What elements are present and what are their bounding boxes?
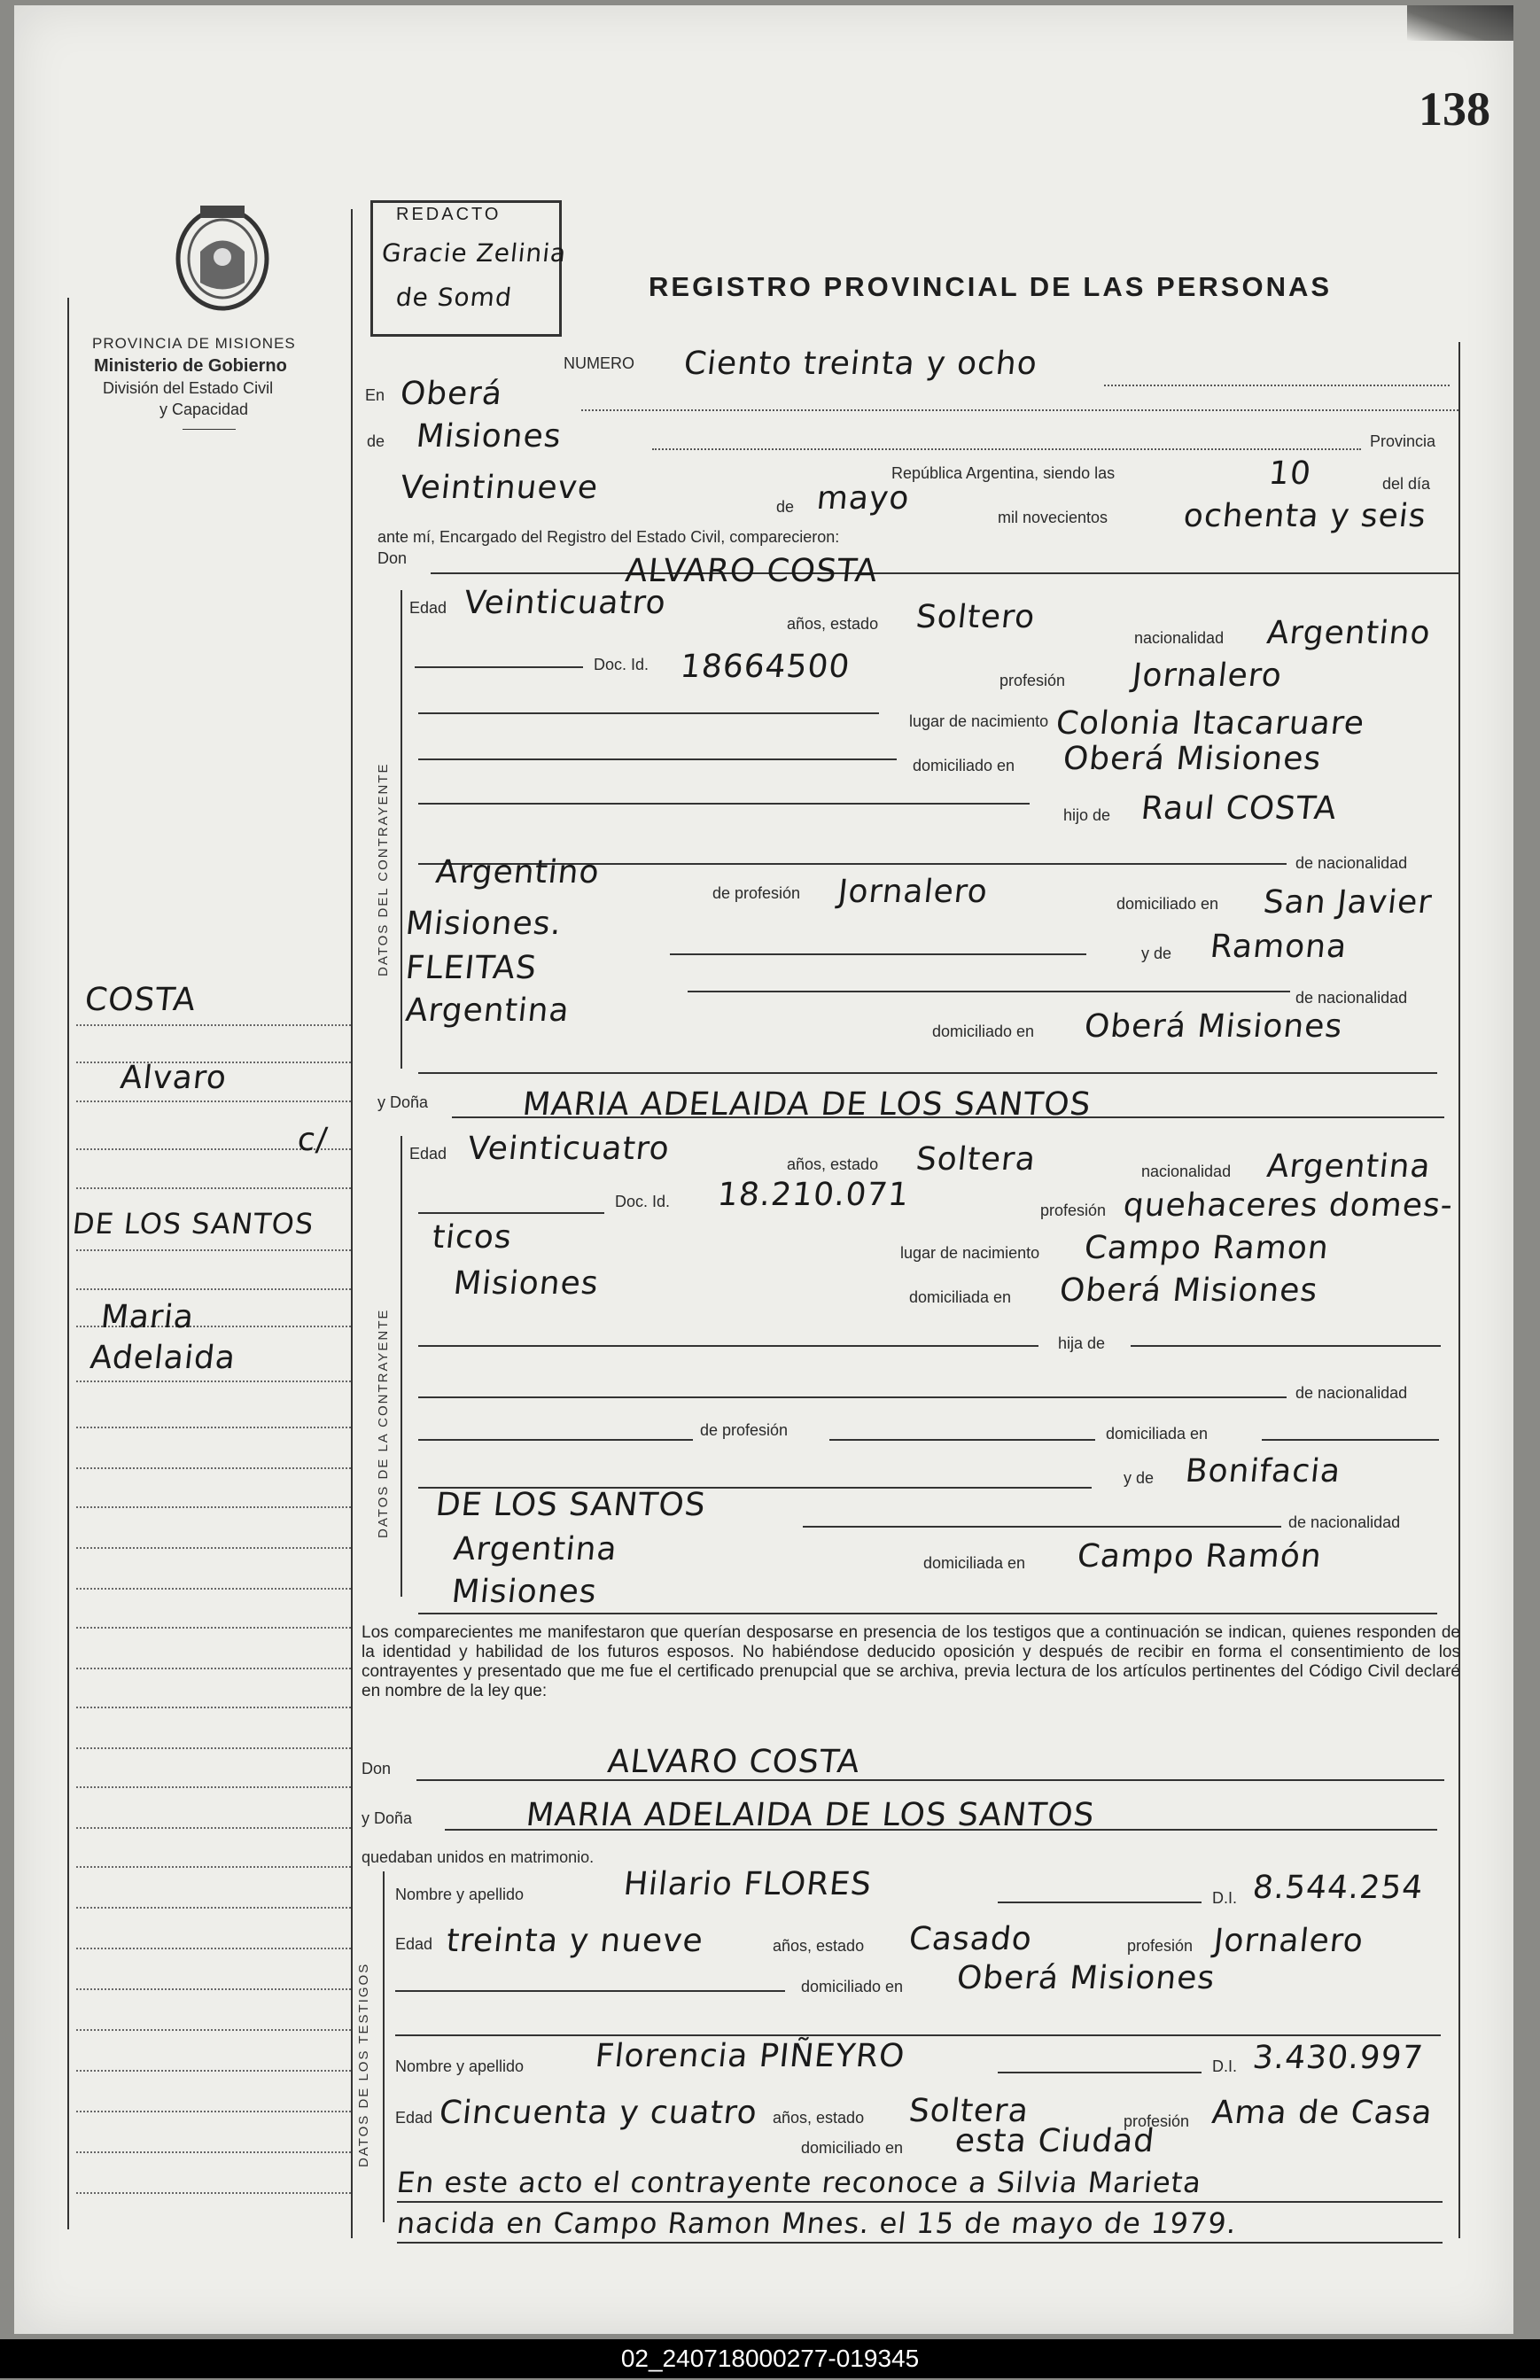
- f-madre-dom-1: Campo Ramón: [1075, 1538, 1324, 1575]
- del-dia-label: del día: [1382, 475, 1431, 493]
- c-madre-nac: Argentina: [403, 992, 572, 1029]
- c-dom-value: Oberá Misiones: [1061, 741, 1324, 777]
- f-edad-label: Edad: [409, 1145, 447, 1163]
- f-hija-line: [418, 1345, 1038, 1347]
- c-hijo-label: hijo de: [1063, 806, 1111, 824]
- c-madre-nombre: Ramona: [1208, 929, 1349, 965]
- c-nac-value: Argentino: [1264, 615, 1433, 651]
- registry-page: [14, 5, 1513, 2334]
- margin-left-border: [67, 298, 69, 2229]
- c-doc-label: Doc. Id.: [594, 656, 649, 673]
- c-madre-dom-label: domiciliado en: [932, 1023, 1035, 1040]
- c-y-de-label: y de: [1141, 945, 1172, 962]
- de2-label: de: [776, 498, 795, 516]
- decl-dona-value: MARIA ADELAIDA DE LOS SANTOS: [524, 1797, 1097, 1833]
- contrayente-side-label: DATOS DEL CONTRAYENTE: [376, 762, 391, 976]
- t2-di-label: D.I.: [1212, 2057, 1238, 2075]
- c-prof-label: profesión: [999, 672, 1066, 689]
- margin-surname-2: DE LOS SANTOS: [71, 1207, 316, 1241]
- t2-di: 3.430.997: [1250, 2040, 1426, 2076]
- don-value: ALVARO COSTA: [623, 553, 880, 589]
- margin-surname-1: COSTA: [82, 982, 198, 1018]
- contrayenta-bracket: [401, 1136, 402, 1597]
- f-prof-line-2: [829, 1439, 1095, 1441]
- f-prof-line: [418, 1439, 693, 1441]
- t2-prof: Ama de Casa: [1209, 2095, 1435, 2131]
- c-madre-nac-line: [688, 991, 1290, 992]
- en-value: Oberá: [398, 376, 505, 412]
- margin-right-border: [351, 209, 353, 2238]
- f-doc-value: 18.210.071: [715, 1177, 912, 1213]
- c-padre-prof: Jornalero: [836, 874, 991, 910]
- provincial-seal-icon: [165, 198, 280, 314]
- t1-dom-label: domiciliado en: [801, 1978, 904, 1995]
- t2-edad: Cincuenta y cuatro: [437, 2095, 759, 2131]
- dona-value: MARIA ADELAIDA DE LOS SANTOS: [520, 1086, 1093, 1123]
- t1-edad: treinta y nueve: [444, 1923, 705, 1959]
- mil-label: mil novecientos: [998, 509, 1108, 526]
- declaration-paragraph: Los comparecientes me manifestaron que querían desposarse en presencia de los testigos que a continuación se indican, quienes responden de la identidad y habilidad de los futuros esposos. No habiéndose deducido oposición y después de recibir en forma el consentimiento de los contrayentes y presentado que me fue el certificado prenupcial que se archiva, previa lectura de los artículos pertinentes del Código Civil declaré en nombre de la ley que:: [362, 1623, 1460, 1700]
- margin-name-2a: Maria: [98, 1299, 197, 1335]
- ante-label: ante mí, Encargado del Registro del Estado Civil, comparecieron:: [377, 528, 840, 546]
- don-line: [431, 572, 1458, 574]
- t2-nombre-line: [998, 2072, 1202, 2073]
- f-madre-apellido: DE LOS SANTOS: [433, 1487, 708, 1523]
- f-lugar-value: Campo Ramon: [1082, 1230, 1331, 1266]
- t1-nombre: Hilario FLORES: [621, 1866, 874, 1902]
- f-prof-value-2: ticos: [430, 1219, 514, 1256]
- numero-line: [1104, 385, 1450, 386]
- c-edad-label: Edad: [409, 599, 447, 617]
- note-line-1: En este acto el contrayente reconoce a Silvia Marieta: [395, 2166, 1203, 2199]
- c-madre-dom: Oberá Misiones: [1082, 1008, 1345, 1045]
- f-hija-label: hija de: [1058, 1334, 1106, 1352]
- form-right-border: [1458, 342, 1460, 2238]
- contrayenta-side-label: DATOS DE LA CONTRAYENTE: [376, 1308, 391, 1538]
- contrayente-bracket: [401, 590, 402, 1069]
- c-dom-label: domiciliado en: [913, 757, 1015, 774]
- t1-di: 8.544.254: [1250, 1870, 1426, 1906]
- numero-label: NUMERO: [564, 354, 634, 372]
- decl-don-value: ALVARO COSTA: [605, 1744, 862, 1780]
- f-madre-nombre: Bonifacia: [1183, 1453, 1343, 1489]
- de-value: Misiones: [414, 418, 564, 455]
- division-line2: y Capacidad: [159, 401, 249, 418]
- f-madre-nac-line: [803, 1526, 1281, 1528]
- page-corner-shadow: [1407, 5, 1513, 41]
- decl-don-label: Don: [362, 1760, 392, 1777]
- t1-prof-label: profesión: [1127, 1937, 1194, 1955]
- c-anios-label: años, estado: [787, 615, 879, 633]
- c-de-nac-label-2: de nacionalidad: [1295, 989, 1408, 1007]
- c-padre-dom-2: Misiones.: [403, 906, 564, 942]
- t1-estado: Casado: [906, 1921, 1035, 1957]
- c-lugar-label: lugar de nacimiento: [909, 712, 1049, 730]
- f-y-de-label: y de: [1124, 1469, 1155, 1487]
- de-line: [652, 448, 1361, 450]
- t2-prof-label: profesión: [1124, 2112, 1190, 2130]
- t2-dom: esta Ciudad: [953, 2123, 1157, 2159]
- f-de-prof-label: de profesión: [700, 1421, 789, 1439]
- margin-name-2b: Adelaida: [88, 1340, 238, 1376]
- testigos-side-label: DATOS DE LOS TESTIGOS: [356, 1962, 371, 2167]
- republica-label: República Argentina, siendo las: [891, 464, 1116, 482]
- redacto-stamp: [370, 200, 569, 337]
- c-doc-value: 18664500: [678, 649, 852, 685]
- stamp-label: REDACTO: [396, 205, 502, 224]
- t1-di-label: D.I.: [1212, 1889, 1238, 1907]
- province-name: PROVINCIA DE MISIONES: [92, 335, 296, 352]
- f-nac-label: nacionalidad: [1141, 1163, 1232, 1180]
- f-lugar-label: lugar de nacimiento: [900, 1244, 1040, 1262]
- t2-estado: Soltera: [906, 2093, 1031, 2129]
- t1-end-line: [395, 2034, 1441, 2036]
- quedaban-label: quedaban unidos en matrimonio.: [362, 1848, 595, 1866]
- t1-anios-label: años, estado: [773, 1937, 865, 1955]
- t2-dom-label: domiciliado en: [801, 2139, 904, 2157]
- t1-dom-line: [395, 1990, 785, 1992]
- dona-label: y Doña: [377, 1093, 429, 1111]
- f-anios-label: años, estado: [787, 1155, 879, 1173]
- division-line1: División del Estado Civil: [103, 379, 274, 397]
- f-prof-label: profesión: [1040, 1202, 1107, 1219]
- numero-value: Ciento treinta y ocho: [681, 346, 1039, 382]
- dia-value: Veintinueve: [398, 470, 601, 506]
- f-end-line: [418, 1613, 1437, 1614]
- f-prof-value-1: quehaceres domes-: [1121, 1187, 1455, 1224]
- c-padre-value: Raul COSTA: [1139, 790, 1339, 827]
- f-estado-value: Soltera: [914, 1141, 1038, 1178]
- don-label: Don: [377, 549, 408, 567]
- c-lugar-value: Colonia Itacaruare: [1054, 705, 1367, 742]
- f-dom2-label: domiciliada en: [1106, 1425, 1209, 1443]
- f-de-nac-label-2: de nacionalidad: [1288, 1513, 1401, 1531]
- provincia-label: Provincia: [1370, 432, 1436, 450]
- mes-value: mayo: [814, 480, 912, 517]
- c-doc-line-left: [415, 666, 583, 668]
- decl-dona-label: y Doña: [362, 1809, 413, 1827]
- f-madre-dom-2: Misiones: [449, 1574, 599, 1610]
- f-doc-line-left: [418, 1212, 604, 1214]
- c-nac-label: nacionalidad: [1134, 629, 1225, 647]
- f-dom-value: Oberá Misiones: [1057, 1272, 1320, 1309]
- c-padre-dom-1: San Javier: [1261, 884, 1435, 921]
- t1-edad-label: Edad: [395, 1935, 433, 1953]
- f-dom2-line: [1262, 1439, 1439, 1441]
- c-madre-apellido: FLEITAS: [403, 950, 539, 986]
- stamp-handwriting-2: de Somd: [394, 283, 514, 312]
- f-nac-line: [418, 1396, 1287, 1398]
- c-dom-line: [418, 758, 897, 760]
- t1-prof: Jornalero: [1211, 1923, 1366, 1959]
- stamp-handwriting-1: Gracie Zelinia: [380, 238, 569, 268]
- hora-value: 10: [1266, 455, 1313, 492]
- c-padre-nac: Argentino: [433, 854, 602, 891]
- f-hija-line-right: [1131, 1345, 1441, 1347]
- c-prof-value: Jornalero: [1130, 657, 1285, 694]
- c-padre-dom-label: domiciliado en: [1116, 895, 1219, 913]
- c-edad-value: Veinticuatro: [462, 585, 668, 621]
- f-madre-nac: Argentina: [451, 1531, 619, 1567]
- t1-nombre-label: Nombre y apellido: [395, 1886, 525, 1903]
- note-line-2: nacida en Campo Ramon Mnes. el 15 de mayo de 1979.: [395, 2206, 1239, 2240]
- t1-nombre-line: [998, 1902, 1202, 1903]
- c-lugar-line: [418, 712, 879, 714]
- f-de-nac-label: de nacionalidad: [1295, 1384, 1408, 1402]
- f-lugar-value-2: Misiones: [451, 1265, 601, 1302]
- f-dom-label: domiciliada en: [909, 1288, 1012, 1306]
- t2-edad-label: Edad: [395, 2109, 433, 2127]
- margin-conjunction: c/: [295, 1122, 331, 1158]
- c-de-nac-label: de nacionalidad: [1295, 854, 1408, 872]
- f-doc-label: Doc. Id.: [615, 1193, 671, 1210]
- en-line: [581, 409, 1458, 411]
- ministry-name: Ministerio de Gobierno: [94, 356, 287, 376]
- de-label: de: [367, 432, 385, 450]
- c-end-line: [418, 1072, 1437, 1074]
- f-madre-dom-label: domiciliada en: [923, 1554, 1026, 1572]
- t2-anios-label: años, estado: [773, 2109, 865, 2127]
- c-estado-value: Soltero: [914, 599, 1038, 635]
- footer-identifier: 02_240718000277-019345: [0, 2339, 1540, 2378]
- anio-value: ochenta y seis: [1181, 498, 1428, 534]
- f-edad-value: Veinticuatro: [465, 1131, 672, 1167]
- note-line-2-rule: [397, 2242, 1443, 2244]
- c-de-prof-label: de profesión: [712, 884, 801, 902]
- t2-nombre: Florencia PIÑEYRO: [593, 2038, 907, 2074]
- testigos-bracket: [383, 1871, 385, 2222]
- document-title: REGISTRO PROVINCIAL DE LAS PERSONAS: [649, 271, 1333, 302]
- decl-don-line: [416, 1779, 1444, 1781]
- note-line-1-rule: [397, 2201, 1443, 2203]
- header-divider: [183, 429, 236, 430]
- c-y-de-line: [670, 953, 1086, 955]
- page-number: 138: [1419, 82, 1490, 136]
- t1-dom: Oberá Misiones: [954, 1960, 1217, 1996]
- c-hijo-line: [418, 803, 1030, 805]
- t2-nombre-label: Nombre y apellido: [395, 2057, 525, 2075]
- en-label: En: [365, 386, 385, 404]
- margin-name-1: Alvaro: [118, 1060, 229, 1096]
- f-nac-value: Argentina: [1264, 1148, 1433, 1185]
